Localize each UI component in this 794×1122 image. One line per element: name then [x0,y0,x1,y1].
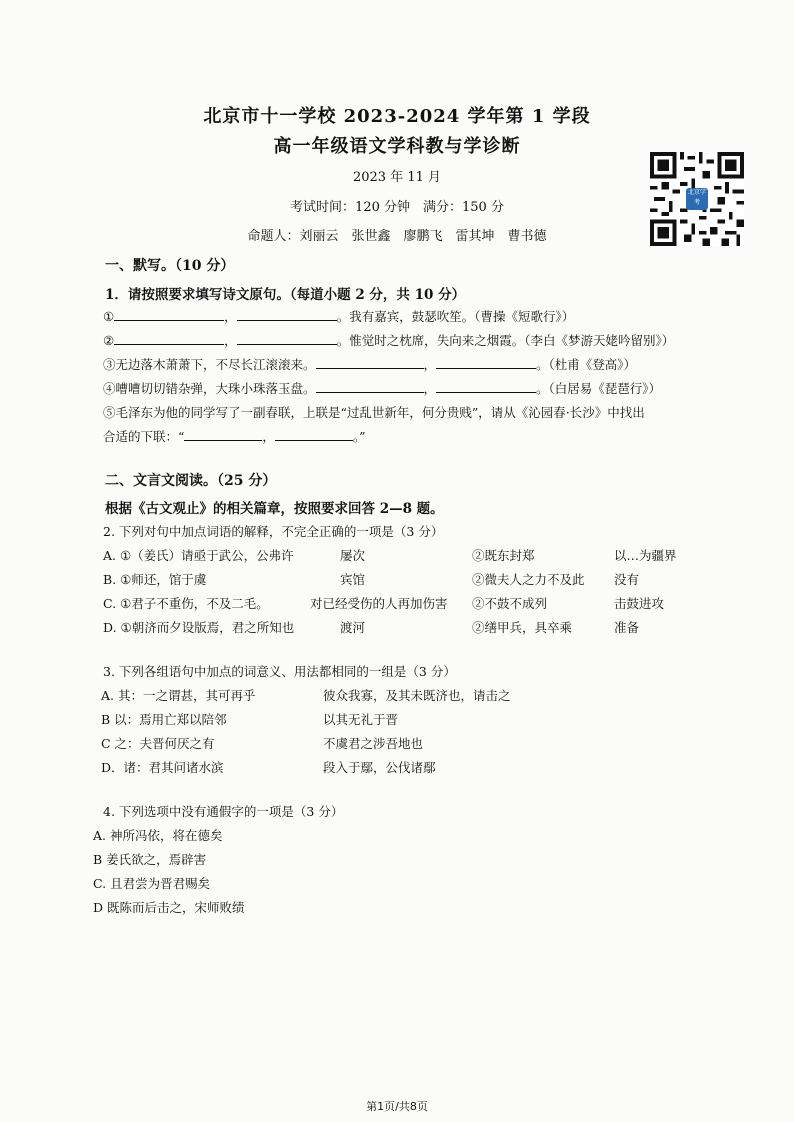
q4-option[interactable]: B 姜氏欲之，焉辟害 [93,852,207,867]
line-mark: ② [103,333,115,348]
answer-blank[interactable] [316,380,424,393]
q1-line5b [103,427,366,445]
q2-option-cell: 屡次 [340,548,366,563]
line-sep: ， [423,381,437,396]
q2-option-cell: 宾馆 [340,572,366,587]
q2-option-cell: 以…为疆界 [614,548,677,563]
q3-stem: 3. 下列各组语句中加点的词意义、用法都相同的一组是（3 分） [103,664,456,679]
answer-blank[interactable] [436,356,536,369]
qr-logo: 北京学考 [686,188,708,210]
answer-blank[interactable] [114,308,224,321]
answer-blank[interactable] [237,308,337,321]
q2-option-cell[interactable]: D. ①朝济而夕设版焉，君之所知也 [103,620,295,635]
q1-line2 [103,331,674,349]
exam-subtitle: 高一年级语文学科教与学诊断 [273,136,521,157]
section2-heading: 二、文言文阅读。（25 分） [105,473,277,489]
q2-option-cell: 击鼓进攻 [614,596,665,611]
q3-option-cell[interactable]: D．诸：君其问诸水滨 [101,760,224,775]
q4-option[interactable]: D 既陈而后击之，宋师败绩 [93,900,245,915]
answer-blank[interactable] [114,332,224,345]
q3-option-cell: 段入于鄢，公伐诸鄢 [323,760,436,775]
line-text: 。我有嘉宾，鼓瑟吹笙。（曹操《短歌行》） [336,309,575,324]
section2-intro: 根据《古文观止》的相关篇章，按照要求回答 2—8 题。 [105,501,444,517]
page-number: 第1页/共8页 [366,1100,428,1113]
line-sep: ， [224,309,237,324]
exam-authors: 命题人：刘丽云 张世鑫 廖鹏飞 雷其坤 曹书德 [247,229,547,244]
q2-option-cell[interactable]: C. ①君子不重伤，不及二毛。 [103,596,269,611]
q4-stem: 4. 下列选项中没有通假字的一项是（3 分） [103,804,344,819]
line-text: ③无边落木萧萧下，不尽长江滚滚来。 [103,357,316,372]
line-text: ④嘈嘈切切错杂弹，大珠小珠落玉盘。 [103,381,316,396]
q2-option-cell: 对已经受伤的人再加伤害 [310,596,448,611]
answer-blank[interactable] [184,428,262,441]
q2-stem: 2. 下列对句中加点词语的解释，不完全正确的一项是（3 分） [103,524,444,539]
line-text: 合适的下联：“ [103,429,185,444]
answer-blank[interactable] [275,428,353,441]
q2-option-cell: ②缮甲兵，具卒乘 [472,620,573,635]
q2-option-cell: ②微夫人之力不及此 [472,572,585,587]
q3-option-cell: 不虞君之涉吾地也 [323,736,424,751]
q3-option-cell[interactable]: B 以：焉用亡郑以陪邻 [101,712,227,727]
line-text: 。惟觉时之枕席，失向来之烟霞。（李白《梦游天姥吟留别》） [336,333,675,348]
q2-option-cell: 渡河 [340,620,366,635]
q3-option-cell: 以其无礼于晋 [323,712,399,727]
q1-line5a: ⑤毛泽东为他的同学写了一副春联，上联是“过乱世新年，何分贵贱”，请从《沁园春·长沙》中找出 [103,405,645,420]
answer-blank[interactable] [316,356,424,369]
q2-option-cell: ②不鼓不成列 [472,596,548,611]
answer-blank[interactable] [237,332,337,345]
q2-option-cell[interactable]: B. ①师还，馆于虞 [103,572,207,587]
q4-option[interactable]: A. 神所冯依，将在德矣 [93,828,223,843]
q1-line4 [103,379,661,397]
line-text: 。（白居易《琵琶行》） [536,381,662,396]
line-sep: ， [224,333,237,348]
q3-option-cell[interactable]: A. 其：一之谓甚，其可再乎 [101,688,256,703]
exam-info: 考试时间：120 分钟 满分：150 分 [290,200,504,215]
line-sep: ， [262,429,275,444]
line-text: 。（杜甫《登高》） [536,357,637,372]
line-text: 。” [352,429,366,444]
q2-option-cell: 没有 [614,572,640,587]
section1-heading: 一、默写。（10 分） [105,258,235,274]
q3-option-cell[interactable]: C 之：夫晋何厌之有 [101,736,215,751]
exam-title: 北京市十一学校 2023-2024 学年第 1 学段 [203,106,591,127]
q2-option-cell: 准备 [614,620,640,635]
line-mark: ① [103,309,115,324]
q1-line3 [103,355,636,373]
answer-blank[interactable] [436,380,536,393]
q2-option-cell: ②既东封郑 [472,548,535,563]
q1-stem: 1．请按照要求填写诗文原句。（每道小题 2 分，共 10 分） [105,287,466,303]
exam-date: 2023 年 11 月 [352,170,442,185]
q2-option-cell[interactable]: A. ①（姜氏）请亟于武公，公弗许 [103,548,294,563]
q4-option[interactable]: C. 且君尝为晋君赐矣 [93,876,211,891]
q1-line1 [103,307,574,325]
line-sep: ， [423,357,437,372]
q3-option-cell: 彼众我寡，及其未既济也，请击之 [323,688,511,703]
qr-code[interactable] [650,152,744,246]
